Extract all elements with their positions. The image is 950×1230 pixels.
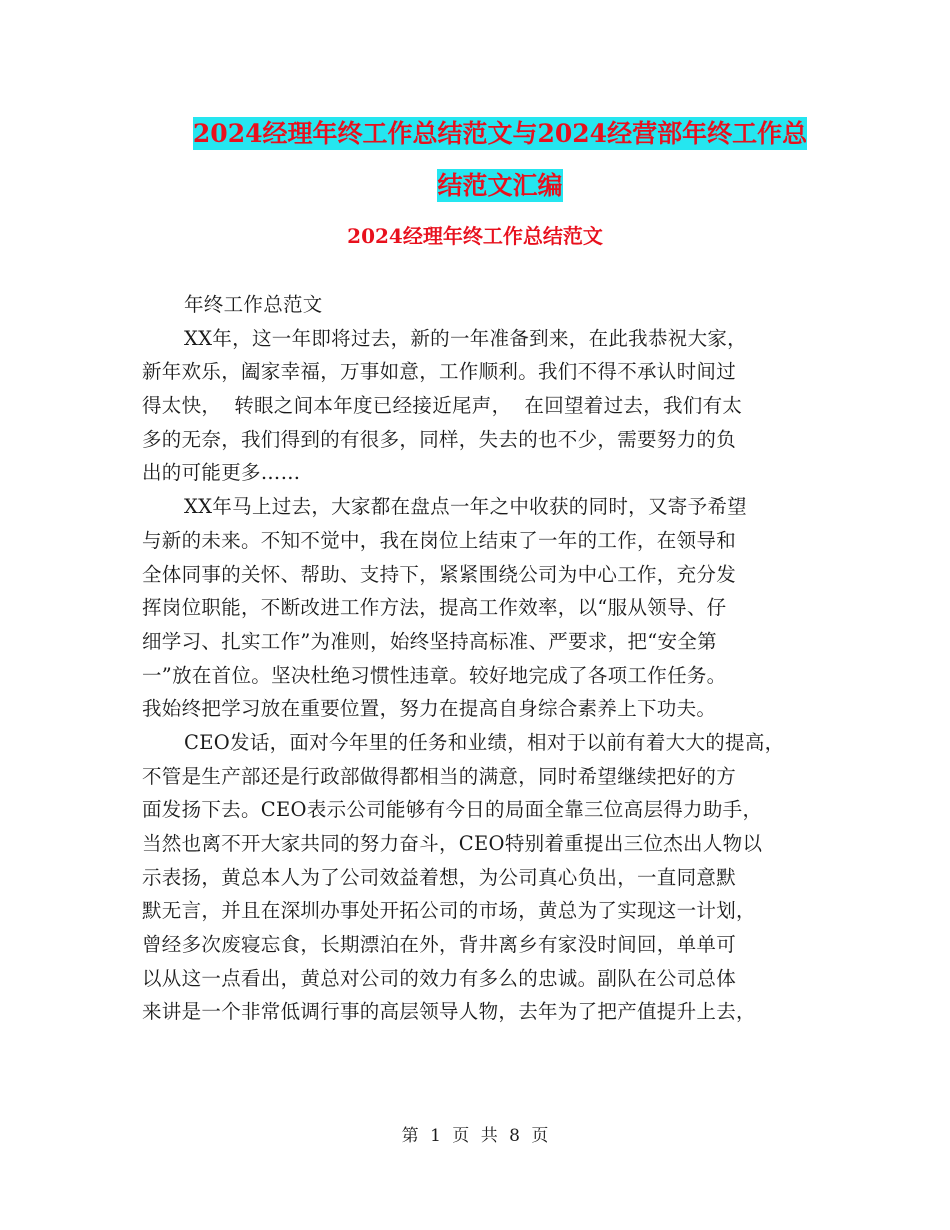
body-line: 挥岗位职能，不断改进工作方法，提高工作效率，以“服从领导、仔	[142, 596, 727, 620]
body-line: 与新的未来。不知不觉中，我在岗位上结束了一年的工作，在领导和	[142, 528, 737, 552]
body-line: 我始终把学习放在重要位置，努力在提高自身综合素养上下功夫。	[142, 697, 717, 721]
body-line: 示表扬，黄总本人为了公司效益着想，为公司真心负出，一直同意默	[142, 865, 737, 889]
body-line: 当然也离不开大家共同的努力奋斗，CEO特别着重提出三位杰出人物以	[142, 832, 763, 855]
title-line-2: 结范文汇编	[437, 171, 563, 200]
body-line: 一”放在首位。坚决杜绝习惯性违章。较好地完成了各项工作任务。	[142, 663, 727, 687]
body-line: 新年欢乐，阖家幸福，万事如意，工作顺利。我们不得不承认时间过	[142, 360, 737, 384]
body-line: 来讲是一个非常低调行事的高层领导人物，去年为了把产值提升上去，	[142, 1000, 756, 1024]
body-line: 以从这一点看出，黄总对公司的效力有多么的忠诚。副队在公司总体	[142, 966, 737, 990]
body-line: 多的无奈，我们得到的有很多，同样，失去的也不少，需要努力的负	[142, 427, 737, 451]
body-line: CEO发话，面对今年里的任务和业绩，相对于以前有着大大的提高，	[184, 730, 785, 754]
body-line: 年终工作总范文	[184, 293, 323, 316]
body-line: 全体同事的关怀、帮助、支持下，紧紧围绕公司为中心工作，充分发	[142, 562, 737, 586]
body-line: XX年马上过去，大家都在盘点一年之中收获的同时，又寄予希望	[184, 495, 747, 519]
body-line: 不管是生产部还是行政部做得都相当的满意，同时希望继续把好的方	[142, 764, 737, 788]
document-title	[120, 108, 880, 212]
body-line: 细学习、扎实工作”为准则，始终坚持高标准、严要求，把“安全第	[142, 629, 717, 653]
section-title: 2024经理年终工作总结范文	[347, 224, 603, 248]
body-text	[142, 288, 832, 1029]
page-number-footer: 第 1 页 共 8 页	[401, 1126, 549, 1146]
body-line: 曾经多次废寝忘食，长期漂泊在外，背井离乡有家没时间回，单单可	[142, 933, 737, 957]
body-line: 默无言，并且在深圳办事处开拓公司的市场，黄总为了实现这一计划，	[142, 899, 756, 923]
body-line: 出的可能更多……	[142, 461, 301, 485]
title-line-1: 2024经理年终工作总结范文与2024经营部年终工作总	[192, 119, 808, 148]
body-line: XX年，这一年即将过去，新的一年准备到来，在此我恭祝大家，	[184, 326, 747, 350]
body-line: 面发扬下去。CEO表示公司能够有今日的局面全靠三位高层得力助手，	[142, 798, 763, 822]
body-line: 得太快， 转眼之间本年度已经接近尾声， 在回望着过去，我们有太	[142, 394, 743, 418]
